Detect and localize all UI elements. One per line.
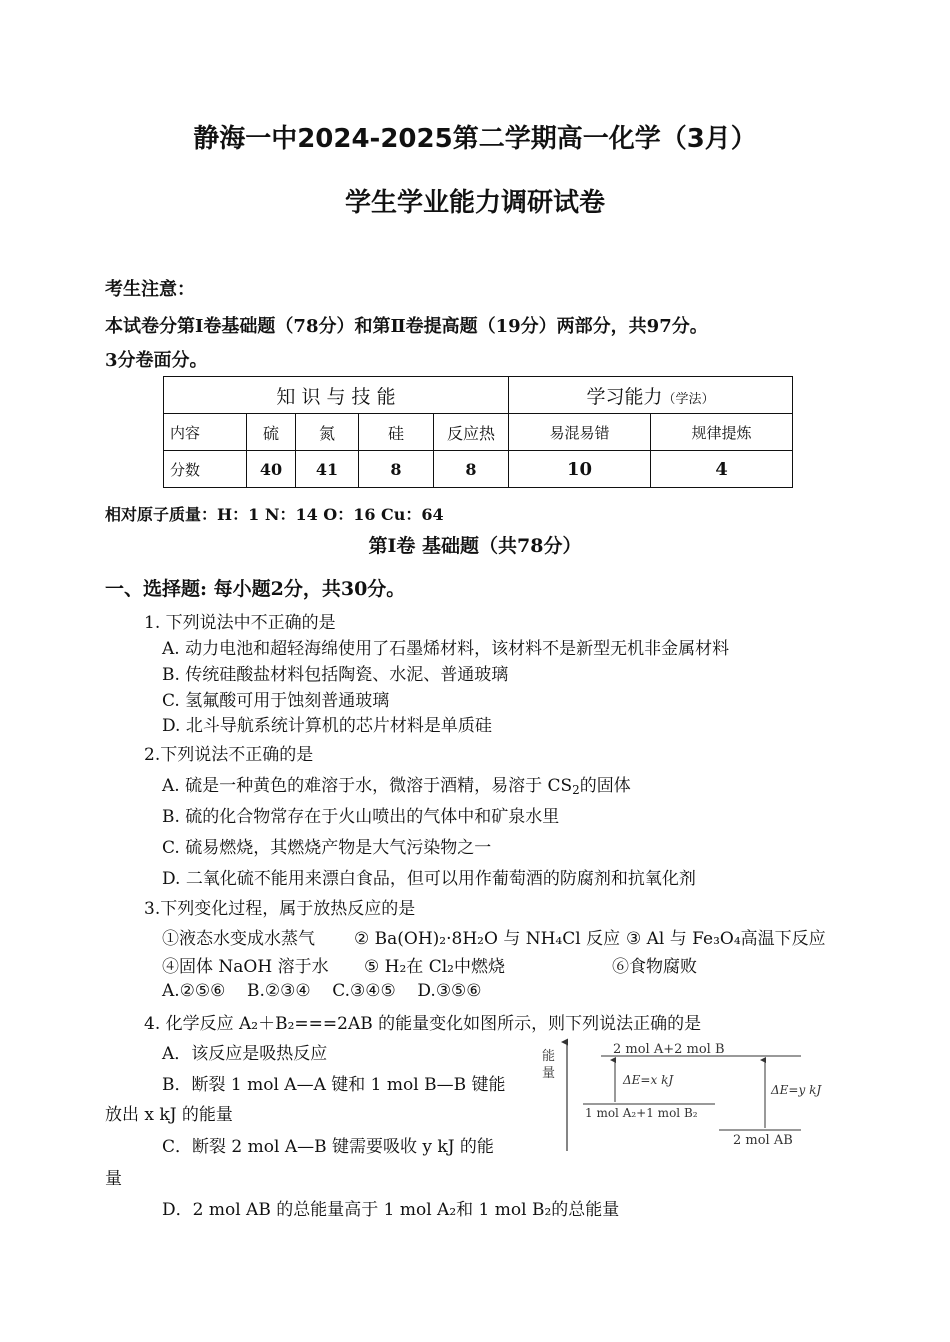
row-label-content: 内容: [164, 414, 247, 451]
atomic-mass-line: 相对原子质量：H：1 N：14 O：16 Cu：64: [105, 505, 444, 524]
q1-stem: 1. 下列说法中不正确的是: [144, 613, 336, 633]
notice-line-1: 本试卷分第Ⅰ卷基础题（78分）和第Ⅱ卷提高题（19分）两部分，共97分。: [105, 316, 708, 337]
score-nitrogen: 41: [296, 451, 359, 488]
section-title: 第Ⅰ卷 基础题（共78分）: [368, 535, 582, 557]
q1-option-b: B. 传统硅酸盐材料包括陶瓷、水泥、普通玻璃: [162, 665, 509, 685]
q3-stem: 3.下列变化过程，属于放热反应的是: [144, 899, 416, 919]
axis-label-2: 量: [542, 1066, 556, 1081]
item-confusables: 易混易错: [509, 414, 651, 451]
score-table: [163, 376, 793, 488]
q3-item-6: ⑥食物腐败: [612, 957, 697, 977]
mid-level-label: 1 mol A₂+1 mol B₂: [585, 1106, 698, 1120]
notice-label: 考生注意：: [105, 279, 195, 300]
q2-option-b: B. 硫的化合物常存在于火山喷出的气体中和矿泉水里: [162, 807, 560, 827]
exam-title-line2: 学生学业能力调研试卷: [344, 188, 605, 218]
row-label-score: 分数: [164, 451, 247, 488]
q1-option-d: D. 北斗导航系统计算机的芯片材料是单质硅: [162, 716, 492, 736]
q2-option-d: D. 二氧化硫不能用来漂白食品，但可以用作葡萄酒的防腐剂和抗氧化剂: [162, 869, 696, 889]
score-silicon: 8: [359, 451, 434, 488]
q2-stem: 2.下列说法不正确的是: [144, 745, 314, 765]
q3-item-1: ①液态水变成水蒸气: [162, 929, 315, 949]
group-knowledge-skill: 知 识 与 技 能: [164, 377, 509, 414]
score-sulfur: 40: [247, 451, 296, 488]
item-nitrogen: 氮: [296, 414, 359, 451]
group-learning-ability: 学习能力（学法）: [509, 377, 793, 414]
q3-item-5: ⑤ H₂在 Cl₂中燃烧: [364, 957, 505, 977]
q4-stem: 4. 化学反应 A₂＋B₂===2AB 的能量变化如图所示，则下列说法正确的是: [144, 1014, 702, 1034]
q2-option-c: C. 硫易燃烧，其燃烧产物是大气污染物之一: [162, 838, 492, 858]
q1-option-a: A. 动力电池和超轻海绵使用了石墨烯材料，该材料不是新型无机非金属材料: [162, 639, 730, 659]
q2-option-a: A. 硫是一种黄色的难溶于水，微溶于酒精，易溶于 $CS_2$的固体: [162, 776, 631, 797]
q3-options: A.②⑤⑥ B.②③④ C.③④⑤ D.③⑤⑥: [162, 981, 482, 1001]
axis-label-1: 能: [542, 1049, 556, 1064]
section-heading: 一、选择题: 每小题2分，共30分。: [105, 578, 406, 600]
q4-option-b-line1: B．断裂 1 mol A—A 键和 1 mol B—B 键能: [162, 1075, 506, 1095]
score-rule-extraction: 4: [651, 451, 793, 488]
item-rule-extraction: 规律提炼: [651, 414, 793, 451]
q3-item-2: ② Ba(OH)₂·8H₂O 与 NH₄Cl 反应: [354, 929, 621, 949]
q1-option-c: C. 氢氟酸可用于蚀刻普通玻璃: [162, 691, 390, 711]
q4-option-c-line1: C．断裂 2 mol A—B 键需要吸收 y kJ 的能: [162, 1137, 494, 1157]
item-silicon: 硅: [359, 414, 434, 451]
q4-option-b-line2: 放出 x kJ 的能量: [105, 1105, 233, 1125]
q4-option-d: D．2 mol AB 的总能量高于 1 mol A₂和 1 mol B₂的总能量: [162, 1200, 620, 1220]
item-reaction-heat: 反应热: [434, 414, 509, 451]
top-level-label: 2 mol A+2 mol B: [613, 1042, 725, 1057]
low-level-label: 2 mol AB: [733, 1133, 793, 1148]
exam-title-line1: 静海一中2024-2025第二学期高一化学（3月）: [193, 124, 757, 154]
notice-line-2: 3分卷面分。: [105, 350, 208, 371]
q4-option-a: A．该反应是吸热反应: [162, 1044, 328, 1064]
q3-item-3: ③ Al 与 Fe₃O₄高温下反应: [626, 929, 826, 949]
q4-option-c-line2: 量: [105, 1169, 122, 1189]
energy-diagram: [533, 1036, 833, 1156]
item-sulfur: 硫: [247, 414, 296, 451]
score-reaction-heat: 8: [434, 451, 509, 488]
q3-item-4: ④固体 NaOH 溶于水: [162, 957, 329, 977]
score-confusables: 10: [509, 451, 651, 488]
dy-label: ΔE=y kJ: [771, 1083, 822, 1097]
dx-label: ΔE=x kJ: [623, 1073, 674, 1087]
